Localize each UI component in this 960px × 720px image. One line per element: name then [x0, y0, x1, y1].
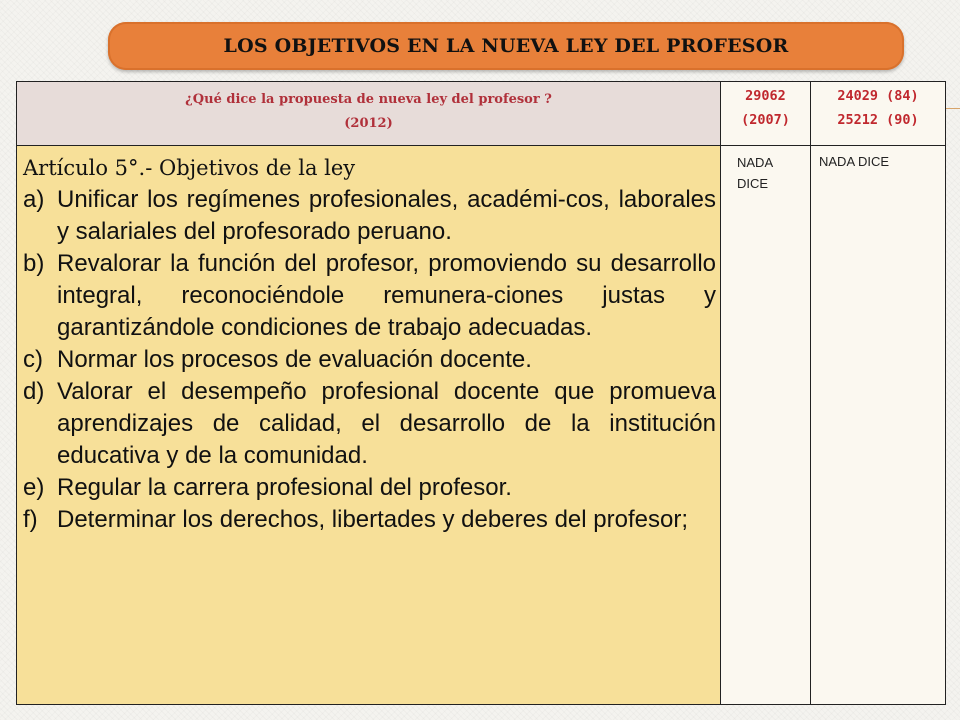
header-law-29062	[721, 82, 811, 146]
objectives-list	[23, 184, 716, 536]
header-law-24029-25212	[811, 82, 946, 146]
list-item-text: Valorar el desempeño profesional docente que promueva aprendizajes de calidad, el desarrollo de la institución educativa y de la comunidad.	[57, 378, 716, 469]
list-item-text: Regular la carrera profesional del profesor.	[57, 474, 512, 501]
list-item	[23, 184, 716, 248]
list-item-letter: b)	[23, 250, 45, 277]
list-item	[23, 376, 716, 472]
list-item	[23, 344, 716, 376]
list-item-letter: f)	[23, 506, 38, 533]
header-proposal	[17, 82, 721, 146]
slide-title: LOS OBJETIVOS EN LA NUEVA LEY DEL PROFESOR	[223, 35, 789, 57]
list-item	[23, 472, 716, 504]
list-item-letter: e)	[23, 474, 45, 501]
list-item-letter: c)	[23, 346, 43, 373]
list-item-text: Unificar los regímenes profesionales, académi-cos, laborales y salariales del profesorado peruano.	[57, 186, 716, 245]
header-proposal-question: ¿Qué dice la propuesta de nueva ley del profesor ?	[185, 92, 552, 107]
comparison-table	[16, 81, 946, 705]
law-24029-note: NADA DICE	[819, 154, 890, 169]
list-item-letter: a)	[23, 186, 45, 213]
table-body-row	[17, 146, 946, 705]
header-proposal-year: (2012)	[344, 116, 393, 131]
header-law-25212: 25212 (90)	[837, 112, 919, 128]
list-item	[23, 504, 716, 536]
slide-title-banner	[108, 22, 904, 70]
list-item-letter: d)	[23, 378, 45, 405]
proposal-content-cell	[17, 146, 721, 705]
header-law-29062-year: (2007)	[741, 112, 790, 128]
law-29062-note: NADA DICE	[737, 155, 773, 191]
list-item-text: Normar los procesos de evaluación docente.	[57, 346, 532, 373]
header-law-24029: 24029 (84)	[837, 88, 919, 104]
list-item	[23, 248, 716, 344]
law-24029-content-cell	[811, 146, 946, 705]
header-law-29062-number: 29062	[745, 88, 786, 104]
list-item-text: Revalorar la función del profesor, promoviendo su desarrollo integral, reconociéndole remunera-ciones justas y garantizándole condiciones de trabajo adecuadas.	[57, 250, 716, 341]
law-29062-content-cell	[721, 146, 811, 705]
table-header-row	[17, 82, 946, 146]
article-title: Artículo 5°.- Objetivos de la ley	[23, 156, 356, 180]
list-item-text: Determinar los derechos, libertades y deberes del profesor;	[57, 506, 688, 533]
